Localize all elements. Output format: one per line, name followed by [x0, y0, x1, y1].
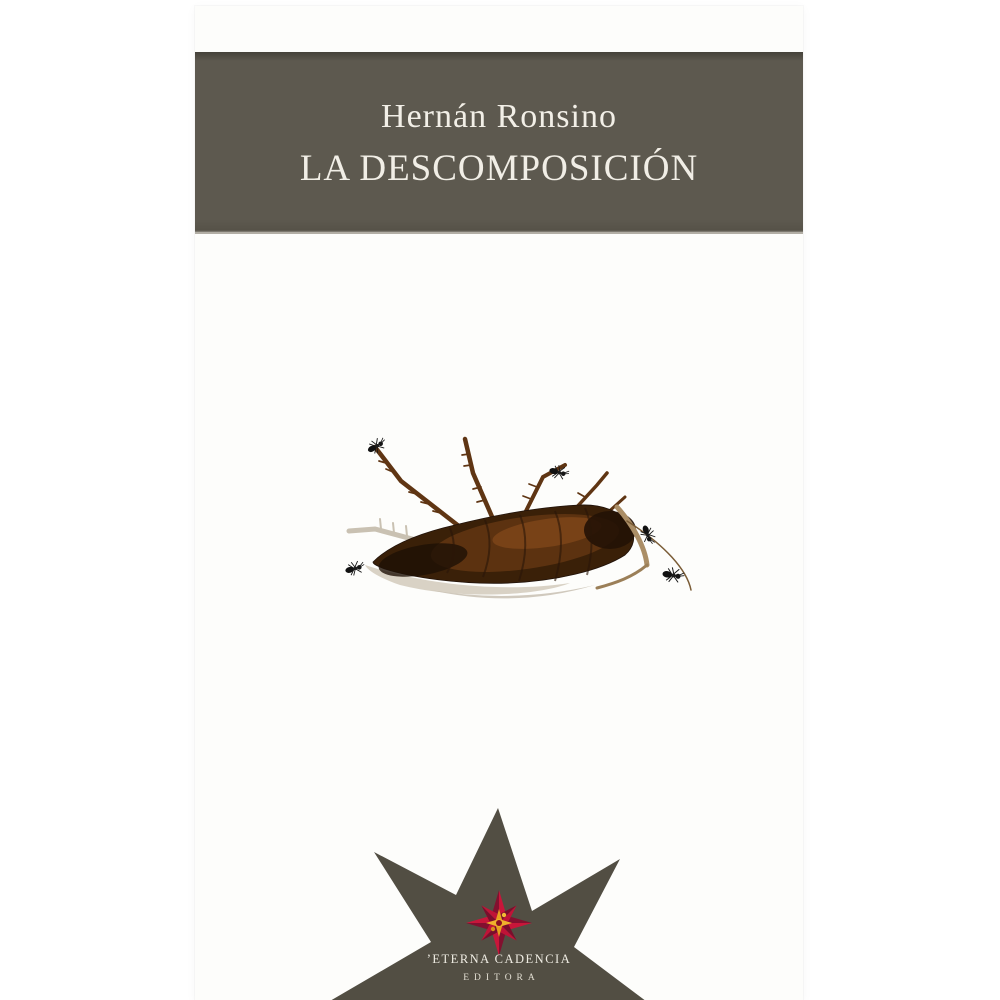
ant-icon	[548, 463, 571, 481]
author-name: Hernán Ronsino	[381, 98, 617, 135]
cockroach-ants-illustration	[335, 425, 705, 610]
title-band	[195, 52, 803, 234]
ant-icon	[344, 559, 367, 577]
book-title: LA DESCOMPOSICIÓN	[299, 148, 699, 189]
publisher-name: ’ETERNA CADENCIA	[426, 952, 572, 966]
book-cover	[195, 6, 803, 1000]
publisher-subtitle: EDITORA	[463, 973, 540, 983]
ant-icon	[365, 435, 389, 457]
cockroach-body	[373, 504, 636, 583]
publisher-star-logo	[231, 780, 771, 1000]
